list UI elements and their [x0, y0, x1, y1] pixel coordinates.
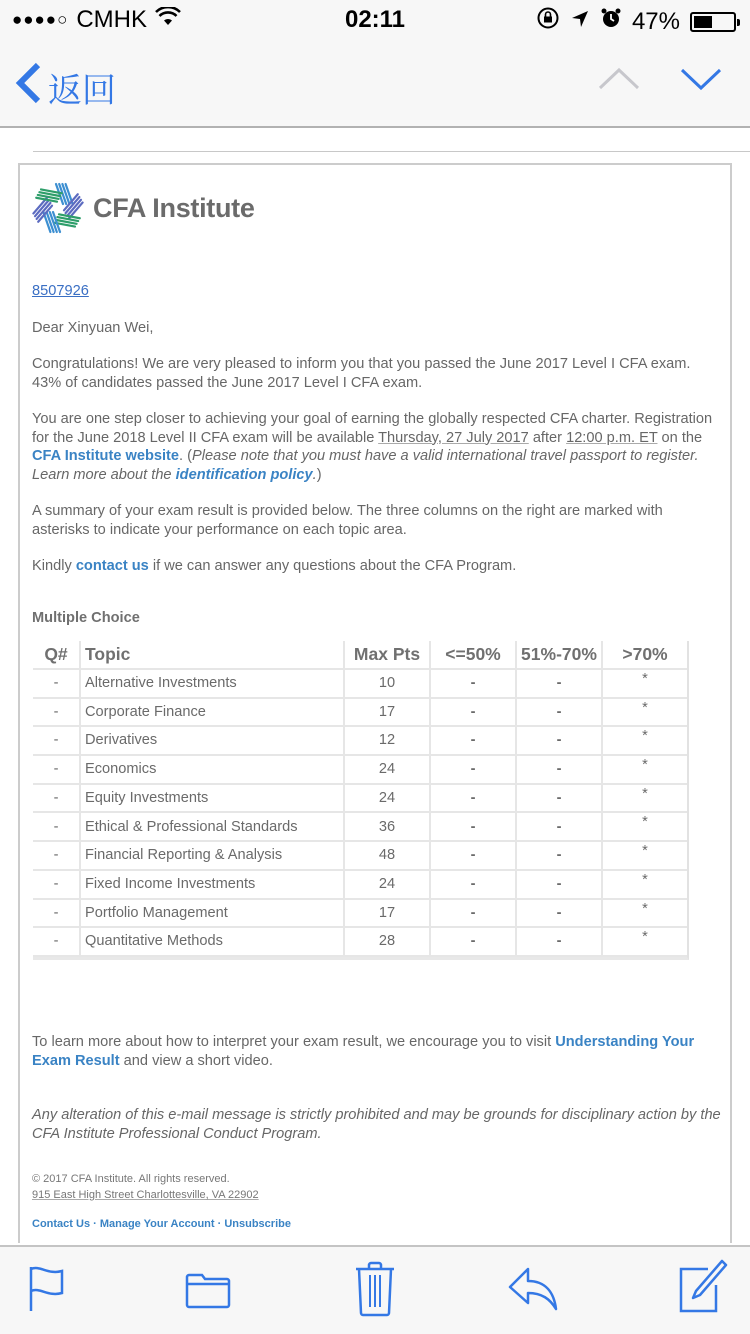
cell-q: - — [33, 727, 79, 756]
cell-band-low: - — [429, 813, 515, 842]
folder-icon — [185, 1265, 231, 1313]
compose-icon — [678, 1259, 728, 1313]
table-row — [33, 842, 687, 871]
logo-stripe-group — [56, 184, 73, 204]
copyright: © 2017 CFA Institute. All rights reserved. — [32, 1173, 230, 1185]
contact-us-link[interactable]: contact us — [75, 558, 149, 574]
flag-button[interactable] — [28, 1265, 68, 1318]
footer-contact-us-link[interactable]: Contact Us — [32, 1218, 91, 1230]
table-row — [33, 871, 687, 900]
footer-links: Contact Us · Manage Your Account · Unsubscribe — [32, 1218, 291, 1230]
cell-band-high: * — [601, 871, 687, 900]
cell-band-low: - — [429, 670, 515, 699]
cell-topic: Derivatives — [79, 727, 343, 756]
cfa-starburst-icon — [32, 182, 84, 234]
address: 915 East High Street Charlottesville, VA 22902 — [32, 1189, 259, 1201]
cell-q: - — [33, 785, 79, 814]
cell-band-high: * — [601, 670, 687, 699]
flag-icon — [28, 1265, 68, 1313]
cell-max-pts: 24 — [343, 871, 429, 900]
bottom-toolbar — [0, 1245, 750, 1334]
table-row — [33, 756, 687, 785]
cell-q: - — [33, 670, 79, 699]
clock: 02:11 — [344, 6, 406, 33]
table-row — [33, 670, 687, 699]
delete-button[interactable] — [354, 1261, 396, 1322]
cell-band-low: - — [429, 785, 515, 814]
cell-topic: Alternative Investments — [79, 670, 343, 699]
next-message-button[interactable] — [680, 66, 722, 97]
cell-topic: Financial Reporting & Analysis — [79, 842, 343, 871]
cell-max-pts: 17 — [343, 900, 429, 929]
cell-q: - — [33, 871, 79, 900]
battery-icon — [690, 12, 736, 32]
greeting: Dear Xinyuan Wei, — [32, 320, 154, 336]
table-row — [33, 900, 687, 929]
header-q: Q# — [33, 641, 79, 670]
cell-band-mid: - — [515, 928, 601, 957]
cfa-logo — [32, 182, 255, 234]
chevron-down-icon — [680, 66, 722, 92]
cell-band-mid: - — [515, 813, 601, 842]
understanding-paragraph: To learn more about how to interpret your exam result, we encourage you to visit Understanding Your Exam Result and view a short video. — [32, 1034, 695, 1069]
candidate-id-link[interactable]: 8507926 — [32, 283, 89, 299]
trash-icon — [354, 1261, 396, 1317]
cell-band-high: * — [601, 699, 687, 728]
cell-band-high: * — [601, 900, 687, 929]
summary-paragraph: A summary of your exam result is provided below. The three columns on the right are marked with asterisks to indicate your performance on each topic area. — [32, 503, 663, 538]
reply-button[interactable] — [508, 1265, 560, 1318]
previous-message-button[interactable] — [598, 66, 640, 97]
table-row — [33, 928, 687, 957]
cell-q: - — [33, 699, 79, 728]
header-max-pts: Max Pts — [343, 641, 429, 670]
signal-strength: ●●●●○ — [12, 10, 69, 29]
cell-band-low: - — [429, 842, 515, 871]
cell-band-low: - — [429, 699, 515, 728]
cell-band-low: - — [429, 900, 515, 929]
cell-max-pts: 36 — [343, 813, 429, 842]
registration-paragraph: You are one step closer to achieving your goal of earning the globally respected CFA charter. Registration for the June 2018 Level II CFA exam will be available Thursday, 27 July 2017 after 12:00 p.m. ET on the CFA Institute website. (Please note that you must have a valid international travel passport to register. Learn more about the identification policy.) — [32, 411, 713, 483]
battery-percent: 47% — [631, 7, 680, 35]
back-button[interactable] — [14, 62, 116, 113]
cell-band-mid: - — [515, 842, 601, 871]
back-label: 返回 — [48, 72, 116, 110]
footer-manage-account-link[interactable]: Manage Your Account — [99, 1218, 215, 1230]
cell-band-high: * — [601, 842, 687, 871]
table-row — [33, 813, 687, 842]
cell-q: - — [33, 928, 79, 957]
table-row — [33, 699, 687, 728]
header-divider — [33, 151, 750, 152]
alarm-icon — [600, 7, 622, 36]
registration-time: 12:00 p.m. ET — [566, 429, 658, 446]
cell-topic: Portfolio Management — [79, 900, 343, 929]
section-title: Multiple Choice — [32, 610, 140, 626]
cell-band-high: * — [601, 727, 687, 756]
cell-band-high: * — [601, 928, 687, 957]
cell-band-low: - — [429, 756, 515, 785]
table-header-row — [33, 641, 687, 670]
carrier-name: CMHK — [76, 6, 148, 33]
cell-topic: Ethical & Professional Standards — [79, 813, 343, 842]
cell-band-mid: - — [515, 756, 601, 785]
location-arrow-icon — [570, 8, 590, 36]
cell-band-low: - — [429, 871, 515, 900]
cell-max-pts: 48 — [343, 842, 429, 871]
cell-band-mid: - — [515, 871, 601, 900]
cell-max-pts: 12 — [343, 727, 429, 756]
cell-band-mid: - — [515, 727, 601, 756]
cell-band-mid: - — [515, 900, 601, 929]
logo-text: CFA Institute — [93, 192, 255, 223]
reply-icon — [508, 1265, 560, 1313]
cell-band-low: - — [429, 928, 515, 957]
cell-max-pts: 28 — [343, 928, 429, 957]
disclaimer: Any alteration of this e-mail message is strictly prohibited and may be grounds for disciplinary action by the CFA Institute Professional Conduct Program. — [32, 1107, 721, 1142]
results-table — [33, 641, 689, 960]
header-band-mid: 51%-70% — [515, 641, 601, 670]
table-row — [33, 727, 687, 756]
move-to-folder-button[interactable] — [185, 1265, 231, 1318]
cell-band-mid: - — [515, 699, 601, 728]
passport-note: Please note that you must have a valid international travel passport to register. Learn more about the identification policy. — [32, 448, 699, 483]
cell-q: - — [33, 813, 79, 842]
cell-max-pts: 24 — [343, 756, 429, 785]
cell-max-pts: 10 — [343, 670, 429, 699]
cell-band-high: * — [601, 785, 687, 814]
chevron-left-icon — [14, 62, 42, 113]
header-topic: Topic — [79, 641, 343, 670]
cell-band-high: * — [601, 813, 687, 842]
status-bar — [0, 0, 750, 40]
cfa-website-link[interactable]: CFA Institute website — [32, 448, 180, 464]
cell-topic: Quantitative Methods — [79, 928, 343, 957]
navigation-bar — [0, 40, 750, 128]
email-body — [18, 163, 732, 1243]
cell-q: - — [33, 842, 79, 871]
cell-topic: Fixed Income Investments — [79, 871, 343, 900]
congratulations-paragraph: Congratulations! We are very pleased to inform you that you passed the June 2017 Level I CFA exam. 43% of candidates passed the June 2017 Level I CFA exam. — [32, 356, 691, 391]
header-band-high: >70% — [601, 641, 687, 670]
table-row — [33, 785, 687, 814]
contact-paragraph: Kindly contact us if we can answer any questions about the CFA Program. — [32, 558, 517, 574]
header-band-low: <=50% — [429, 641, 515, 670]
identification-policy-link[interactable]: identification policy — [175, 466, 313, 483]
cell-band-mid: - — [515, 670, 601, 699]
cell-topic: Economics — [79, 756, 343, 785]
chevron-up-icon — [598, 66, 640, 92]
logo-stripe-group — [43, 212, 60, 232]
cell-band-high: * — [601, 756, 687, 785]
cell-q: - — [33, 756, 79, 785]
rotation-lock-icon — [536, 6, 560, 37]
understanding-result-link[interactable]: Understanding Your Exam Result — [32, 1034, 695, 1069]
cell-topic: Equity Investments — [79, 785, 343, 814]
cell-max-pts: 24 — [343, 785, 429, 814]
cell-q: - — [33, 900, 79, 929]
cell-max-pts: 17 — [343, 699, 429, 728]
registration-date: Thursday, 27 July 2017 — [378, 429, 529, 446]
compose-button[interactable] — [678, 1259, 728, 1318]
cell-topic: Corporate Finance — [79, 699, 343, 728]
cell-band-mid: - — [515, 785, 601, 814]
cell-band-low: - — [429, 727, 515, 756]
footer-unsubscribe-link[interactable]: Unsubscribe — [224, 1218, 291, 1230]
